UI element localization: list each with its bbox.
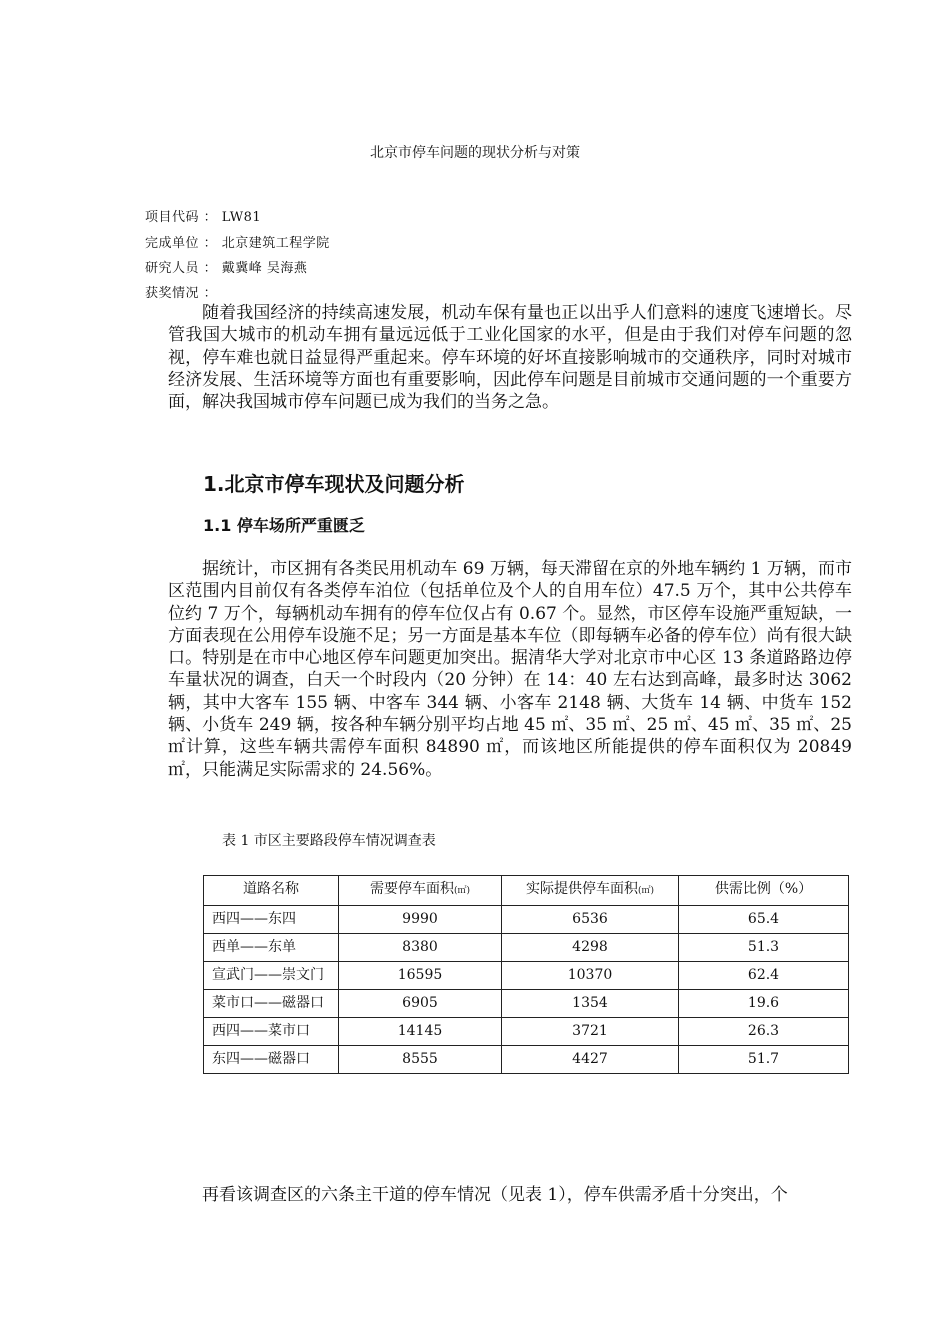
table-row [204,906,849,934]
section-heading: 1.北京市停车现状及问题分析 [203,472,465,496]
meta-value: LW81 [221,210,262,225]
cell-ratio: 26.3 [679,1018,849,1046]
cell-required: 9990 [339,906,502,934]
cell-provided: 3721 [502,1018,679,1046]
meta-label: 完成单位 [145,236,200,251]
subsection-heading: 1.1 停车场所严重匮乏 [203,516,365,535]
cell-road: 宣武门——崇文门 [204,962,339,990]
cell-road: 西四——菜市口 [204,1018,339,1046]
header-unit: (㎡) [453,886,471,896]
table-row [204,962,849,990]
cell-provided: 4298 [502,934,679,962]
table-row [204,1046,849,1074]
cell-ratio: 62.4 [679,962,849,990]
table-row [204,1018,849,1046]
cell-ratio: 51.3 [679,934,849,962]
cell-provided: 10370 [502,962,679,990]
meta-separator: ： [199,210,222,225]
cell-road: 东四——磁器口 [204,1046,339,1074]
parking-table [203,875,849,1074]
cell-road: 西单——东单 [204,934,339,962]
meta-project-code [145,206,261,225]
meta-separator: ： [199,236,222,251]
meta-separator: ： [199,286,218,301]
meta-label: 研究人员 [145,261,200,276]
intro-paragraph [168,302,852,413]
meta-value: 戴冀峰 吴海燕 [221,261,308,276]
header-provided-area-label: 实际提供停车面积 [525,881,638,897]
header-provided-area [502,876,679,906]
meta-separator: ： [199,261,222,276]
body-paragraph [168,558,852,781]
header-ratio: 供需比例（%） [679,876,849,906]
table-row [204,990,849,1018]
meta-organization [145,232,330,251]
header-unit: (㎡) [637,886,655,896]
intro-text: 随着我国经济的持续高速发展，机动车保有量也正以出乎人们意料的速度飞速增长。尽管我国大城市的机动车拥有量远远低于工业化国家的水平，但是由于我们对停车问题的忽视，停车难也就日益显得严重起来。停车环境的好坏直接影响城市的交通秩序，同时对城市经济发展、生活环境等方面也有重要影响，因此停车问题是目前城市交通问题的一个重要方面，解决我国城市停车问题已成为我们的当务之急。 [168,303,852,413]
cell-road: 菜市口——磁器口 [204,990,339,1018]
cell-ratio: 65.4 [679,906,849,934]
cell-provided: 4427 [502,1046,679,1074]
table-header-row [204,876,849,906]
meta-awards [145,282,217,301]
cell-ratio: 51.7 [679,1046,849,1074]
cell-required: 8380 [339,934,502,962]
cell-provided: 6536 [502,906,679,934]
meta-label: 获奖情况 [145,286,200,301]
header-road: 道路名称 [204,876,339,906]
cell-required: 16595 [339,962,502,990]
cell-provided: 1354 [502,990,679,1018]
table-row [204,934,849,962]
meta-label: 项目代码 [145,210,200,225]
meta-value: 北京建筑工程学院 [221,236,330,251]
header-required-area [339,876,502,906]
cell-ratio: 19.6 [679,990,849,1018]
closing-paragraph: 再看该调查区的六条主干道的停车情况（见表 1），停车供需矛盾十分突出，个 [202,1185,788,1205]
table-caption: 表 1 市区主要路段停车情况调查表 [222,833,436,849]
header-required-area-label: 需要停车面积 [369,881,454,897]
cell-required: 8555 [339,1046,502,1074]
cell-road: 西四——东四 [204,906,339,934]
meta-researchers [145,257,307,276]
document-title: 北京市停车问题的现状分析与对策 [370,145,580,161]
body-text: 据统计，市区拥有各类民用机动车 69 万辆，每天滞留在京的外地车辆约 1 万辆，而市区范围内目前仅有各类停车泊位（包括单位及个人的自用车位）47.5 万个，其中公共停车位约 7 万个，每辆机动车拥有的停车位仅占有 0.67 个。显然，市区停车设施严重短缺，一方面表现在公用停车设施不足；另一方面是基本车位（即每辆车必备的停车位）尚有很大缺口。特别是在市中心地区停车问题更加突出。据清华大学对北京市中心区 13 条道路路边停车量状况的调查，白天一个时段内（20 分钟）在 14：40 左右达到高峰，最多时达 3062 辆，其中大客车 155 辆、中客车 344 辆、小客车 2148 辆、大货车 14 辆、中货车 152 辆、小货车 249 辆，按各种车辆分别平均占地 45 ㎡、35 ㎡、25 ㎡、45 ㎡、35 ㎡、25 ㎡计算，这些车辆共需停车面积 84890 ㎡，而该地区所能提供的停车面积仅为 20849 ㎡，只能满足实际需求的 24.56%。 [168,559,852,780]
cell-required: 6905 [339,990,502,1018]
cell-required: 14145 [339,1018,502,1046]
